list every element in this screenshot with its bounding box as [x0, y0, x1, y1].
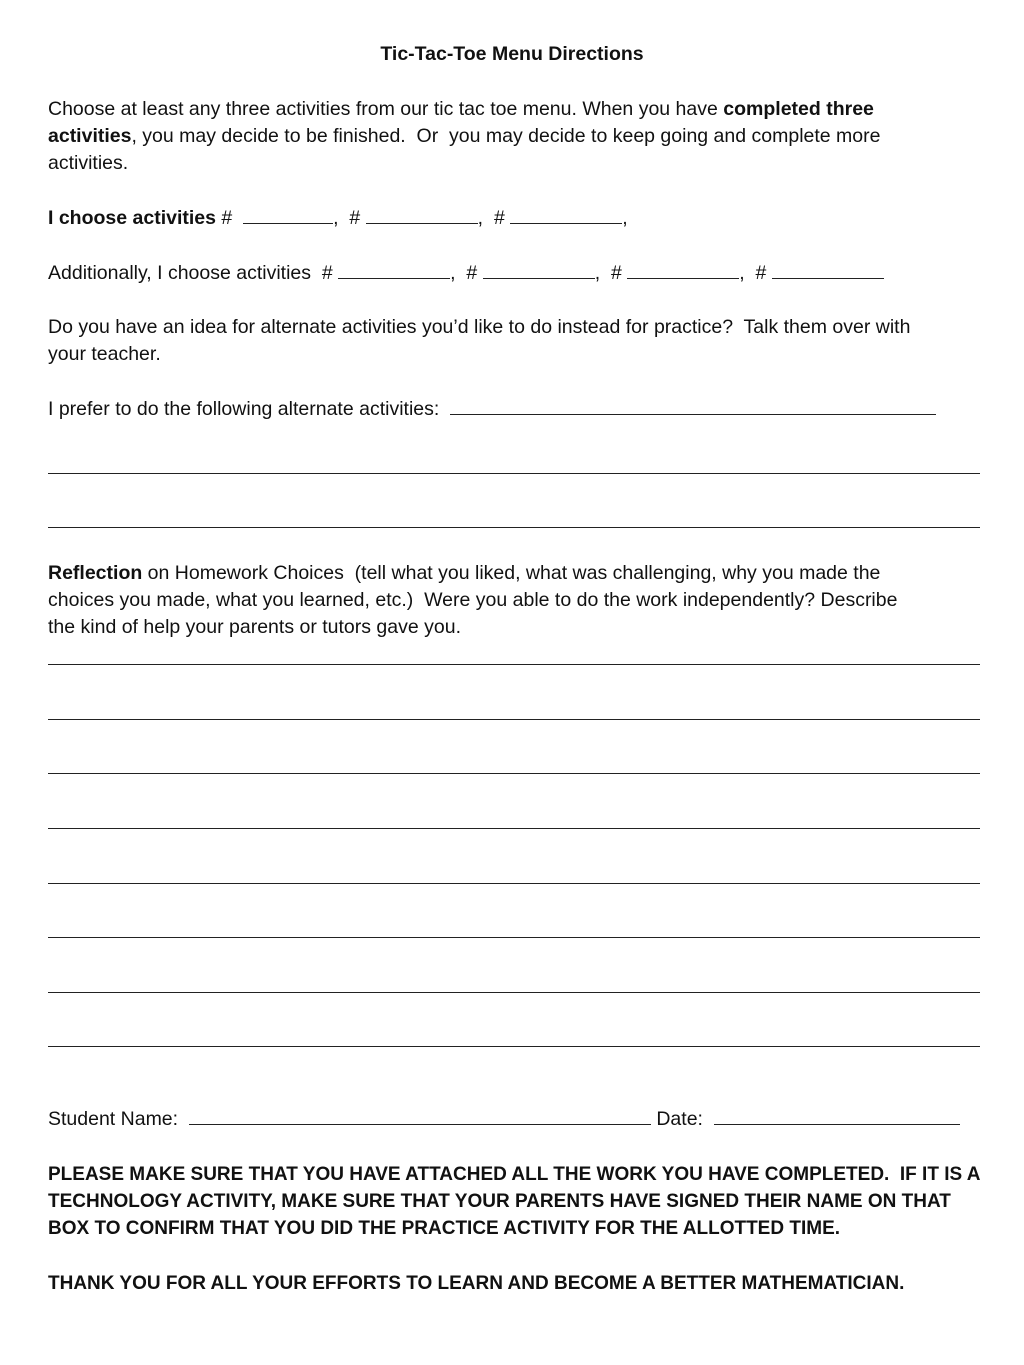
intro-text-2: , you may decide to be finished. Or you may decide to keep going and complete more — [131, 125, 881, 147]
add-hash-1: # — [321, 262, 333, 284]
intro-line-3: activities. — [48, 152, 129, 174]
reflection-writing-line-5[interactable] — [48, 883, 980, 884]
intro-bold-2: activities — [48, 125, 132, 147]
reflection-writing-line-2[interactable] — [48, 719, 980, 720]
comma-2: , — [477, 207, 484, 229]
additional-blank-4[interactable] — [772, 277, 884, 279]
additional-activities-line — [48, 260, 984, 287]
choose-label: I choose activities — [48, 207, 216, 229]
reflection-bold: Reflection — [48, 562, 143, 584]
reflection-writing-line-4[interactable] — [48, 828, 980, 829]
reflection-line-3: the kind of help your parents or tutors gave you. — [48, 616, 461, 638]
date-blank[interactable] — [714, 1123, 960, 1125]
intro-text-1: Choose at least any three activities from our tic tac toe menu. When you have — [48, 98, 724, 120]
alternate-question-line-1: Do you have an idea for alternate activities you’d like to do instead for practice? Talk them over with — [48, 316, 911, 338]
hash-3: # — [493, 207, 505, 229]
reflection-line-1 — [48, 560, 984, 587]
reflection-text-1: on Homework Choices (tell what you liked, what was challenging, why you made the — [142, 562, 881, 584]
comma-3: , — [622, 207, 628, 229]
thank-you-line: THANK YOU FOR ALL YOUR EFFORTS TO LEARN AND BECOME A BETTER MATHEMATICIAN. — [48, 1273, 905, 1294]
reflection-writing-line-7[interactable] — [48, 992, 980, 993]
signature-line — [48, 1106, 984, 1133]
add-comma-2: , — [594, 262, 601, 284]
additional-blank-1[interactable] — [338, 277, 450, 279]
intro-line-1 — [48, 96, 984, 123]
add-comma-1: , — [450, 262, 456, 284]
choice-blank-3[interactable] — [510, 222, 622, 224]
add-hash-2: # — [466, 262, 478, 284]
reflection-line-2: choices you made, what you learned, etc.) Were you able to do the work independently? Describe — [48, 589, 898, 611]
reflection-writing-line-1[interactable] — [48, 664, 980, 665]
alternate-prompt-line — [48, 396, 984, 423]
intro-line-2 — [48, 123, 984, 150]
date-label: Date: — [656, 1108, 703, 1130]
student-name-blank[interactable] — [189, 1123, 651, 1125]
comma-1: , — [333, 207, 339, 229]
choose-activities-line — [48, 205, 984, 232]
choice-blank-1[interactable] — [243, 222, 333, 224]
notice-line-2: TECHNOLOGY ACTIVITY, MAKE SURE THAT YOUR PARENTS HAVE SIGNED THEIR NAME ON THAT — [48, 1191, 951, 1212]
intro-bold-1: completed three — [723, 98, 874, 120]
add-hash-3: # — [610, 262, 622, 284]
additional-blank-3[interactable] — [627, 277, 739, 279]
hash-1: # — [221, 207, 233, 229]
notice-line-1: PLEASE MAKE SURE THAT YOU HAVE ATTACHED ALL THE WORK YOU HAVE COMPLETED. IF IT IS A — [48, 1164, 981, 1185]
student-name-label: Student Name: — [48, 1108, 179, 1130]
alternate-blank[interactable] — [450, 413, 936, 415]
reflection-writing-line-8[interactable] — [48, 1046, 980, 1047]
add-hash-4: # — [755, 262, 767, 284]
additional-label: Additionally, I choose activities — [48, 262, 312, 284]
page-title: Tic-Tac-Toe Menu Directions — [380, 43, 644, 65]
alternate-writing-line-2[interactable] — [48, 527, 980, 528]
hash-2: # — [349, 207, 361, 229]
notice-line-3: BOX TO CONFIRM THAT YOU DID THE PRACTICE ACTIVITY FOR THE ALLOTTED TIME. — [48, 1218, 841, 1239]
reflection-writing-line-3[interactable] — [48, 773, 980, 774]
additional-blank-2[interactable] — [483, 277, 595, 279]
reflection-writing-line-6[interactable] — [48, 937, 980, 938]
alternate-prompt-label: I prefer to do the following alternate activities: — [48, 398, 440, 420]
add-comma-3: , — [739, 262, 745, 284]
alternate-question-line-2: your teacher. — [48, 343, 161, 365]
choice-blank-2[interactable] — [366, 222, 478, 224]
alternate-writing-line-1[interactable] — [48, 473, 980, 474]
